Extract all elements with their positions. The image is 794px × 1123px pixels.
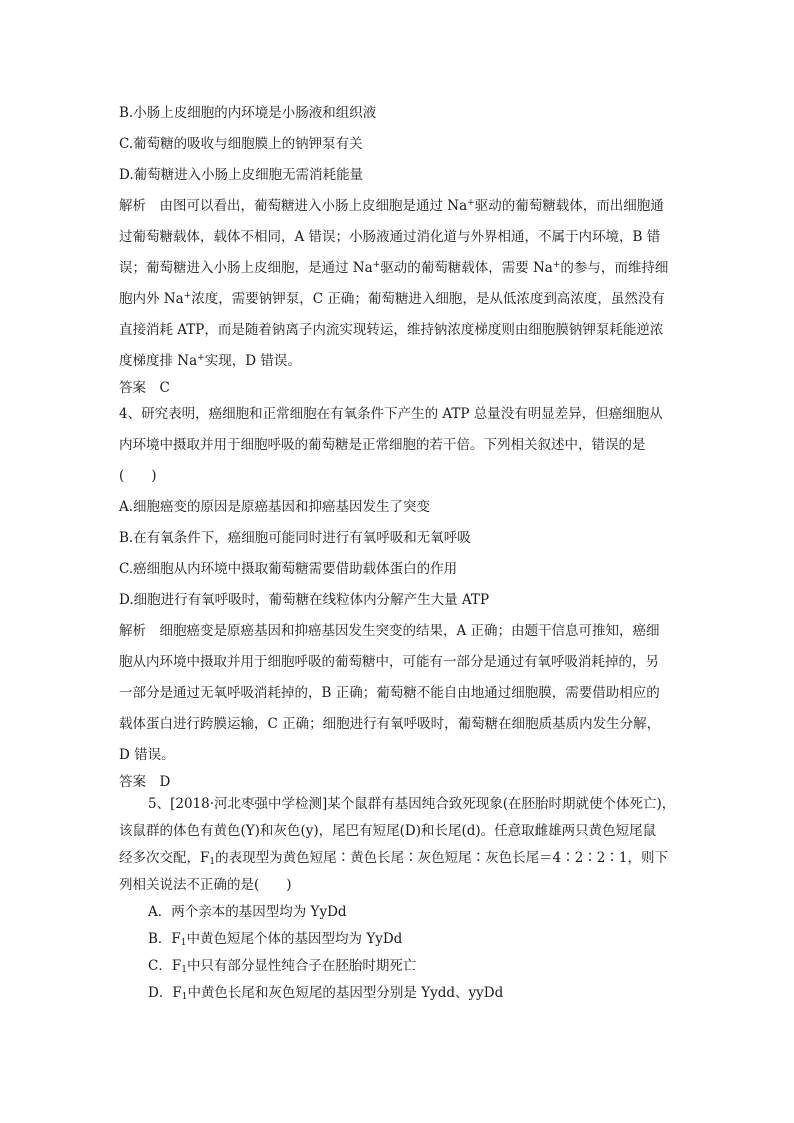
q3-analysis-line: 误；葡萄糖进入小肠上皮细胞，是通过 Na+驱动的葡萄糖载体，需要 Na+的参与，而维持细 (119, 260, 669, 276)
q5-stem-line: 5、[2018·河北枣强中学检测]某个鼠群有基因纯合致死现象(在胚胎时期就使个体死亡)， (148, 796, 676, 812)
q3-analysis-line: 度梯度排 Na+实现，D 错误。 (119, 353, 301, 369)
q3-option-b: B.小肠上皮细胞的内环境是小肠液和组织液 (119, 105, 377, 121)
q5-option-d: D．$F_1$中黄色长尾和灰色短尾的基因型分别是 Yydd、yyDd (148, 985, 504, 1002)
q5-option-b: B．$F_1$中黄色短尾个体的基因型均为 YyDd (148, 931, 403, 948)
q4-option-b: B.在有氧条件下，癌细胞可能同时进行有氧呼吸和无氧呼吸 (119, 530, 471, 546)
q4-stem-line: ( ) (119, 468, 157, 484)
q4-analysis-line: 一部分是通过无氧呼吸消耗掉的，B 正确；葡萄糖不能自由地通过细胞膜，需要借助相应的 (119, 685, 660, 701)
q3-answer: 答案 C (119, 380, 170, 396)
q5-stem-line: 经多次交配，$F_1$的表现型为黄色短尾∶黄色长尾∶灰色短尾∶灰色长尾＝4∶2∶2∶1，则下 (119, 850, 668, 867)
q4-option-c: C.癌细胞从内环境中摄取葡萄糖需要借助载体蛋白的作用 (119, 561, 458, 577)
q5-option-a: A．两个亲本的基因型均为 YyDd (148, 904, 347, 920)
q4-stem-line: 内环境中摄取并用于细胞呼吸的葡萄糖是正常细胞的若干倍。下列相关叙述中，错误的是 (119, 437, 646, 453)
q3-analysis-line: 过葡萄糖载体，载体不相同，A 错误；小肠液通过消化道与外界相通，不属于内环境，B 错 (119, 229, 661, 245)
q3-option-d: D.葡萄糖进入小肠上皮细胞无需消耗能量 (119, 167, 364, 183)
q3-analysis-line: 胞内外 Na+浓度，需要钠钾泵，C 正确；葡萄糖进入细胞，是从低浓度到高浓度，虽然没有 (119, 291, 665, 307)
q4-option-a: A.细胞癌变的原因是原癌基因和抑癌基因发生了突变 (119, 499, 431, 515)
q3-option-c: C.葡萄糖的吸收与细胞膜上的钠钾泵有关 (119, 136, 363, 152)
q5-stem-line: 该鼠群的体色有黄色(Y)和灰色(y)，尾巴有短尾(D)和长尾(d)。任意取雌雄两只黄色短尾鼠 (119, 823, 657, 839)
q3-analysis-line: 直接消耗 ATP，而是随着钠离子内流实现转运，维持钠浓度梯度则由细胞膜钠钾泵耗能逆浓 (119, 322, 664, 338)
q5-option-c: C．$F_1$中只有部分显性纯合子在胚胎时期死亡 (148, 958, 417, 975)
q4-option-d: D.细胞进行有氧呼吸时，葡萄糖在线粒体内分解产生大量 ATP (119, 592, 490, 608)
q4-analysis-line: 解析 细胞癌变是原癌基因和抑癌基因发生突变的结果，A 正确；由题干信息可推知，癌细 (119, 623, 660, 639)
q3-analysis-line: 解析 由图可以看出，葡萄糖进入小肠上皮细胞是通过 Na+驱动的葡萄糖载体，而出细胞通 (119, 198, 664, 214)
q4-stem-line: 4、研究表明，癌细胞和正常细胞在有氧条件下产生的 ATP 总量没有明显差异，但癌细胞从 (119, 406, 663, 422)
q5-stem-line: 列相关说法不正确的是( ) (119, 877, 292, 893)
q4-analysis-line: 胞从内环境中摄取并用于细胞呼吸的葡萄糖中，可能有一部分是通过有氧呼吸消耗掉的，另 (119, 654, 659, 670)
q4-answer: 答案 D (119, 774, 171, 790)
q4-analysis-line: D 错误。 (119, 747, 175, 763)
q4-analysis-line: 载体蛋白进行跨膜运输，C 正确；细胞进行有氧呼吸时，葡萄糖在细胞质基质内发生分解， (119, 716, 661, 732)
